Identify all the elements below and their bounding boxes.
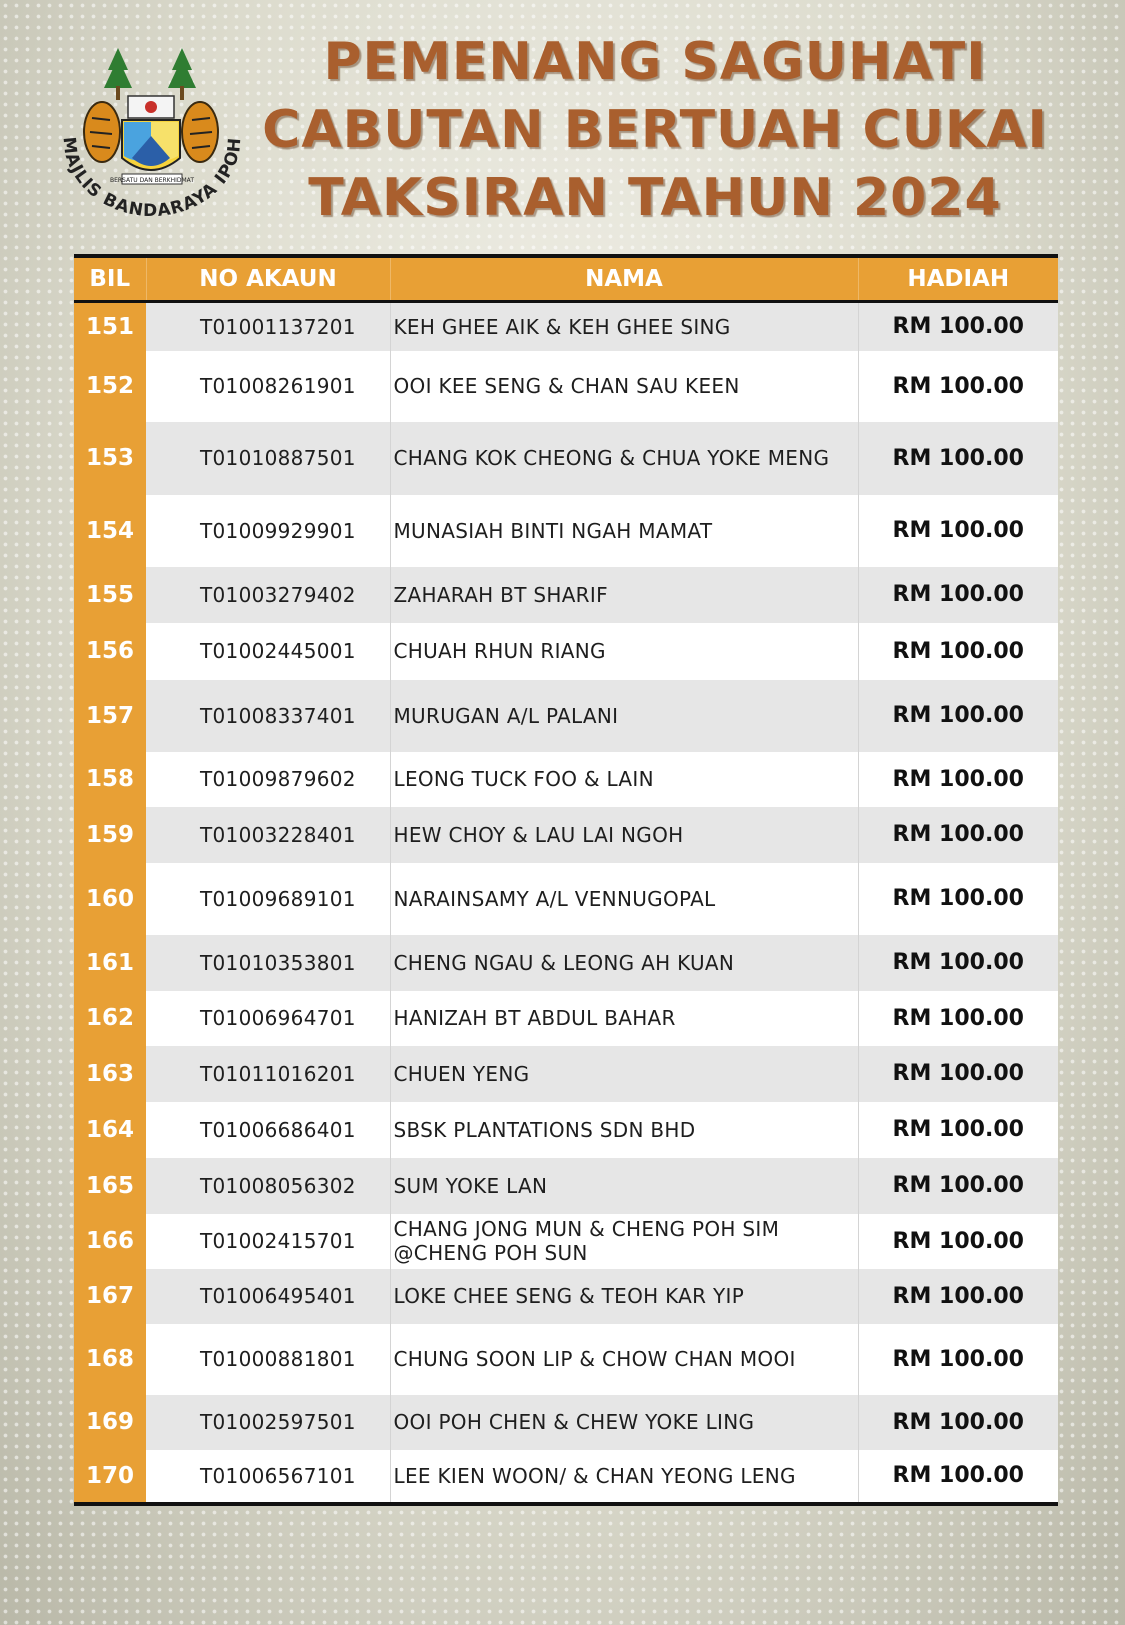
row-hadiah: RM 100.00 (858, 495, 1058, 567)
row-nama: SUM YOKE LAN (390, 1158, 858, 1214)
row-bil: 167 (74, 1269, 146, 1324)
row-no-akaun: T01003279402 (146, 567, 390, 623)
header-no-akaun: NO AKAUN (146, 256, 390, 302)
row-no-akaun: T01009929901 (146, 495, 390, 567)
city-council-crest-logo (52, 40, 252, 225)
title-line-3: TAKSIRAN TAHUN 2024 (308, 168, 1002, 228)
table-row (74, 495, 1058, 567)
row-no-akaun: T01006964701 (146, 991, 390, 1046)
row-no-akaun: T01002445001 (146, 623, 390, 680)
row-bil: 161 (74, 935, 146, 991)
row-nama: OOI KEE SENG & CHAN SAU KEEN (390, 351, 858, 422)
row-hadiah: RM 100.00 (858, 623, 1058, 680)
row-bil: 170 (74, 1450, 146, 1504)
row-no-akaun: T01000881801 (146, 1324, 390, 1395)
row-nama: CHUNG SOON LIP & CHOW CHAN MOOI (390, 1324, 858, 1395)
row-bil: 169 (74, 1395, 146, 1450)
table-row (74, 863, 1058, 935)
table-row (74, 1269, 1058, 1324)
row-bil: 152 (74, 351, 146, 422)
row-hadiah: RM 100.00 (858, 351, 1058, 422)
table-row (74, 623, 1058, 680)
header-nama: NAMA (390, 256, 858, 302)
title-line-1: PEMENANG SAGUHATI (323, 32, 987, 92)
row-no-akaun: T01008261901 (146, 351, 390, 422)
table-row (74, 935, 1058, 991)
row-bil: 151 (74, 302, 146, 351)
row-bil: 164 (74, 1102, 146, 1158)
table-row (74, 1324, 1058, 1395)
row-no-akaun: T01008056302 (146, 1158, 390, 1214)
row-bil: 162 (74, 991, 146, 1046)
table-row (74, 302, 1058, 351)
row-nama: SBSK PLANTATIONS SDN BHD (390, 1102, 858, 1158)
table-row (74, 752, 1058, 807)
header-hadiah: HADIAH (858, 256, 1058, 302)
row-no-akaun: T01009879602 (146, 752, 390, 807)
table-row (74, 1450, 1058, 1504)
row-bil: 165 (74, 1158, 146, 1214)
row-no-akaun: T01011016201 (146, 1046, 390, 1102)
row-hadiah: RM 100.00 (858, 1395, 1058, 1450)
table-row (74, 351, 1058, 422)
row-hadiah: RM 100.00 (858, 1450, 1058, 1504)
row-no-akaun: T01001137201 (146, 302, 390, 351)
row-no-akaun: T01010887501 (146, 422, 390, 495)
page-title (255, 28, 1055, 232)
row-nama: ZAHARAH BT SHARIF (390, 567, 858, 623)
table-row (74, 991, 1058, 1046)
row-hadiah: RM 100.00 (858, 991, 1058, 1046)
row-no-akaun: T01009689101 (146, 863, 390, 935)
row-hadiah: RM 100.00 (858, 680, 1058, 752)
row-bil: 157 (74, 680, 146, 752)
row-no-akaun: T01006686401 (146, 1102, 390, 1158)
row-nama: HEW CHOY & LAU LAI NGOH (390, 807, 858, 863)
row-no-akaun: T01010353801 (146, 935, 390, 991)
table-row (74, 680, 1058, 752)
table-row (74, 1395, 1058, 1450)
row-hadiah: RM 100.00 (858, 1324, 1058, 1395)
row-no-akaun: T01006567101 (146, 1450, 390, 1504)
table-row (74, 807, 1058, 863)
row-no-akaun: T01002597501 (146, 1395, 390, 1450)
row-nama: CHUAH RHUN RIANG (390, 623, 858, 680)
row-nama: KEH GHEE AIK & KEH GHEE SING (390, 302, 858, 351)
row-bil: 156 (74, 623, 146, 680)
table-row (74, 1158, 1058, 1214)
table-row (74, 1102, 1058, 1158)
row-nama: CHENG NGAU & LEONG AH KUAN (390, 935, 858, 991)
crest-motto: BERSATU DAN BERKHIDMAT (109, 177, 195, 184)
row-hadiah: RM 100.00 (858, 807, 1058, 863)
row-bil: 154 (74, 495, 146, 567)
row-no-akaun: T01003228401 (146, 807, 390, 863)
row-nama: MURUGAN A/L PALANI (390, 680, 858, 752)
row-nama: NARAINSAMY A/L VENNUGOPAL (390, 863, 858, 935)
row-bil: 163 (74, 1046, 146, 1102)
row-hadiah: RM 100.00 (858, 863, 1058, 935)
row-nama: CHUEN YENG (390, 1046, 858, 1102)
row-hadiah: RM 100.00 (858, 1214, 1058, 1269)
row-bil: 155 (74, 567, 146, 623)
row-hadiah: RM 100.00 (858, 752, 1058, 807)
row-nama: HANIZAH BT ABDUL BAHAR (390, 991, 858, 1046)
table-row (74, 422, 1058, 495)
title-line-2: CABUTAN BERTUAH CUKAI (262, 100, 1048, 160)
row-no-akaun: T01008337401 (146, 680, 390, 752)
row-bil: 166 (74, 1214, 146, 1269)
row-hadiah: RM 100.00 (858, 1158, 1058, 1214)
row-hadiah: RM 100.00 (858, 1269, 1058, 1324)
row-bil: 160 (74, 863, 146, 935)
table-row (74, 567, 1058, 623)
row-bil: 168 (74, 1324, 146, 1395)
table-row (74, 1214, 1058, 1269)
row-bil: 159 (74, 807, 146, 863)
row-hadiah: RM 100.00 (858, 567, 1058, 623)
row-hadiah: RM 100.00 (858, 302, 1058, 351)
row-hadiah: RM 100.00 (858, 422, 1058, 495)
row-nama: OOI POH CHEN & CHEW YOKE LING (390, 1395, 858, 1450)
row-no-akaun: T01006495401 (146, 1269, 390, 1324)
row-no-akaun: T01002415701 (146, 1214, 390, 1269)
row-bil: 153 (74, 422, 146, 495)
header-bil: BIL (74, 256, 146, 302)
row-hadiah: RM 100.00 (858, 935, 1058, 991)
row-nama: LEONG TUCK FOO & LAIN (390, 752, 858, 807)
table-row (74, 1046, 1058, 1102)
winners-table (74, 254, 1058, 1506)
row-hadiah: RM 100.00 (858, 1046, 1058, 1102)
row-nama: CHANG JONG MUN & CHENG POH SIM @CHENG POH SUN (390, 1214, 858, 1269)
table-header-row (74, 256, 1058, 302)
row-bil: 158 (74, 752, 146, 807)
row-nama: MUNASIAH BINTI NGAH MAMAT (390, 495, 858, 567)
row-nama: LEE KIEN WOON/ & CHAN YEONG LENG (390, 1450, 858, 1504)
row-hadiah: RM 100.00 (858, 1102, 1058, 1158)
row-nama: LOKE CHEE SENG & TEOH KAR YIP (390, 1269, 858, 1324)
row-nama: CHANG KOK CHEONG & CHUA YOKE MENG (390, 422, 858, 495)
crest-arc-text: MAJLIS BANDARAYA IPOH (58, 136, 246, 222)
